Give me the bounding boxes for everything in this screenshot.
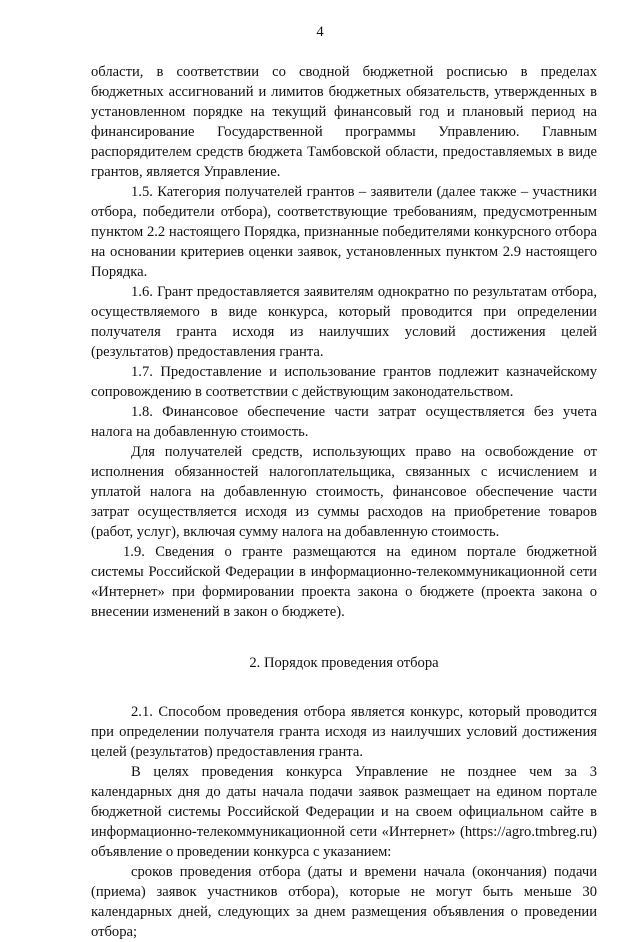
paragraph: 1.5. Категория получателей грантов – заявители (далее также – участники отбора, победители отбора), соответствующие требованиям, предусмотренным пунктом 2.2 настоящего Порядка, признанные победителями конкурсного отбора на основании критериев оценки заявок, установленных пунктом 2.9 настоящего Порядка. <box>91 184 597 280</box>
page-number: 4 <box>316 24 324 40</box>
paragraph: 1.9. Сведения о гранте размещаются на едином портале бюджетной системы Российской Федерации в информационно-телекоммуникационной сети «Интернет» при формировании проекта закона о бюджете (проекта закона о внесении изменений в закон о бюджете). <box>91 544 597 620</box>
paragraph: 1.6. Грант предоставляется заявителям однократно по результатам отбора, осуществляемого в виде конкурса, который проводится при определении получателя гранта исходя из наилучших условий достижения целей (результатов) предоставления гранта. <box>91 284 597 360</box>
document-body <box>91 62 597 942</box>
section-heading: 2. Порядок проведения отбора <box>249 655 439 671</box>
paragraph: 1.8. Финансовое обеспечение части затрат осуществляется без учета налога на добавленную стоимость. <box>91 404 597 440</box>
section-1-paragraphs <box>91 62 597 622</box>
paragraph: 1.7. Предоставление и использование грантов подлежит казначейскому сопровождению в соответствии с действующим законодательством. <box>91 364 597 400</box>
paragraph: Для получателей средств, использующих право на освобождение от исполнения обязанностей налогоплательщика, связанных с исчислением и уплатой налога на добавленную стоимость, финансовое обеспечение части затрат осуществляется исходя из суммы расходов на приобретение товаров (работ, услуг), включая сумму налога на добавленную стоимость. <box>91 444 597 540</box>
paragraph: 2.1. Способом проведения отбора является конкурс, который проводится при определении получателя гранта исходя из наилучших условий достижения целей (результатов) предоставления гранта. <box>91 704 597 760</box>
paragraph: сроков проведения отбора (даты и времени начала (окончания) подачи (приема) заявок участников отбора), которые не могут быть меньше 30 календарных дней, следующих за днем размещения объявления о проведении отбора; <box>91 864 597 940</box>
paragraph: В целях проведения конкурса Управление не позднее чем за 3 календарных дня до даты начала подачи заявок размещает на едином портале бюджетной системы Российской Федерации и на своем официальном сайте в информационно-телекоммуникационной сети «Интернет» (https://agro.tmbreg.ru) объявление о проведении конкурса с указанием: <box>91 764 597 860</box>
section-2-paragraphs <box>91 702 597 942</box>
paragraph: области, в соответствии со сводной бюджетной росписью в пределах бюджетных ассигнований и лимитов бюджетных обязательств, утвержденных в установленном порядке на текущий финансовый год и плановый период на финансирование Государственной программы Управлению. Главным распорядителем средств бюджета Тамбовской области, предоставляемых в виде грантов, является Управление. <box>91 64 597 180</box>
